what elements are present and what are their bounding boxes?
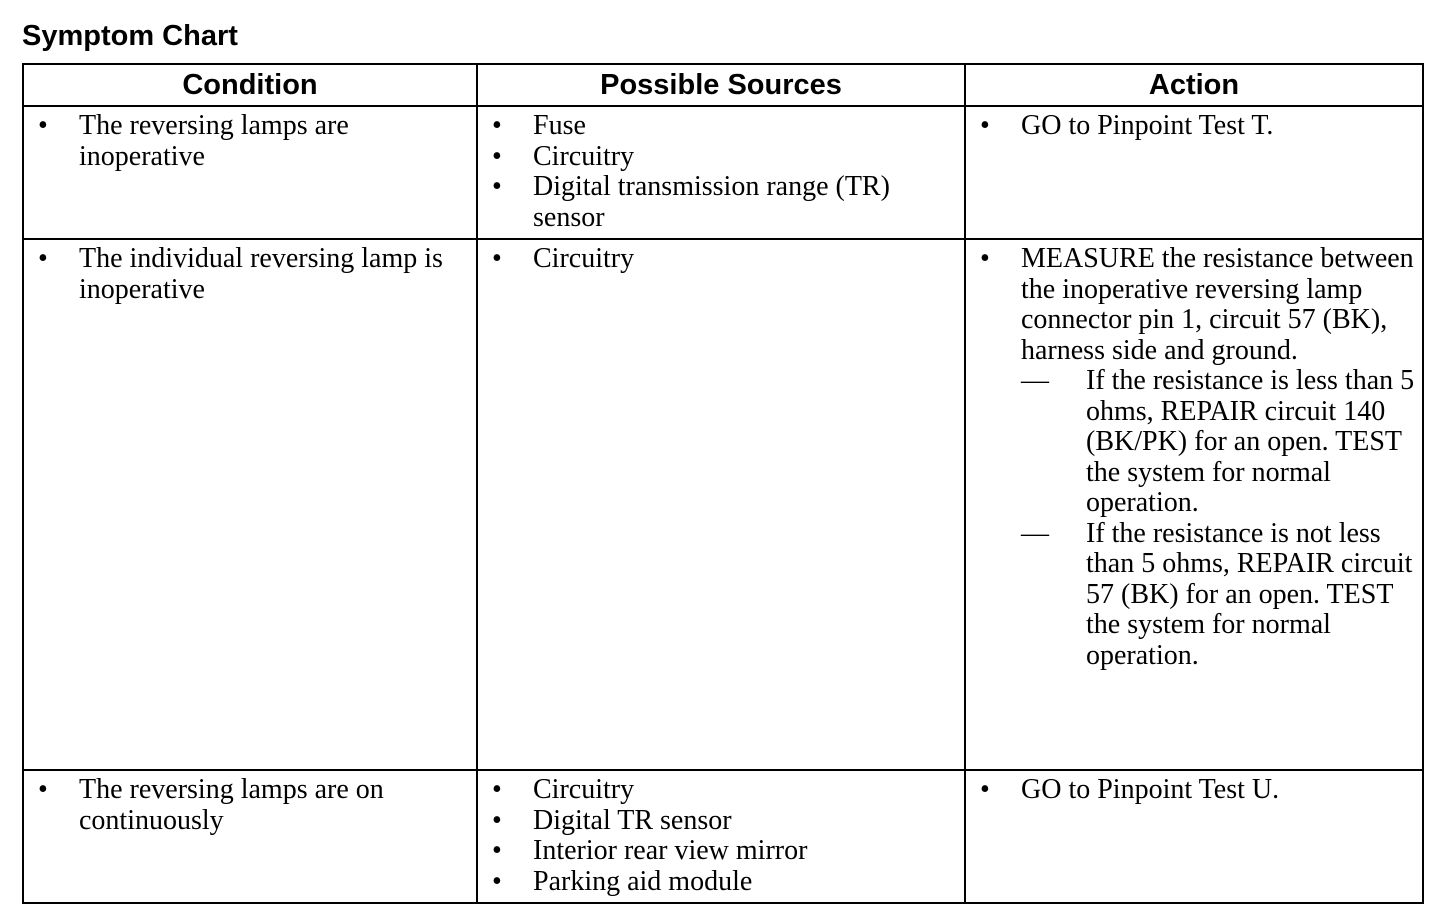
header-action: Action [965, 64, 1423, 106]
condition-cell [23, 770, 477, 903]
action-cell [965, 239, 1423, 770]
table-row [23, 106, 1423, 239]
sources-cell [477, 770, 965, 903]
source-item: • Fuse [486, 111, 958, 142]
action-cell [965, 106, 1423, 239]
header-row [23, 64, 1423, 106]
source-item: • Interior rear view mirror [486, 836, 958, 867]
action-subitem: — If the resistance is not less than 5 ohms, REPAIR circuit 57 (BK) for an open. TEST the system for normal operation. [1021, 519, 1416, 672]
table-row [23, 239, 1423, 770]
symptom-chart-table [22, 63, 1424, 904]
action-item [974, 244, 1416, 671]
action-subitem: — If the resistance is less than 5 ohms, REPAIR circuit 140 (BK/PK) for an open. TEST the system for normal operation. [1021, 366, 1416, 519]
condition-text: • The individual reversing lamp is inoperative [32, 244, 470, 305]
action-text: • GO to Pinpoint Test T. [974, 111, 1416, 142]
source-item: • Parking aid module [486, 867, 958, 898]
condition-cell [23, 239, 477, 770]
sources-cell [477, 239, 965, 770]
condition-cell [23, 106, 477, 239]
sources-cell [477, 106, 965, 239]
source-item: • Digital transmission range (TR) sensor [486, 172, 958, 233]
action-cell [965, 770, 1423, 903]
source-item: • Circuitry [486, 775, 958, 806]
page-title: Symptom Chart [22, 20, 238, 52]
header-possible-sources: Possible Sources [477, 64, 965, 106]
condition-text: • The reversing lamps are inoperative [32, 111, 470, 172]
condition-text: • The reversing lamps are on continuously [32, 775, 470, 836]
action-text: • GO to Pinpoint Test U. [974, 775, 1416, 806]
source-item: • Circuitry [486, 244, 958, 275]
table-row [23, 770, 1423, 903]
action-text: • MEASURE the resistance between the inoperative reversing lamp connector pin 1, circuit 57 (BK), harness side and ground. [1021, 243, 1414, 366]
header-condition: Condition [23, 64, 477, 106]
source-item: • Digital TR sensor [486, 806, 958, 837]
source-item: • Circuitry [486, 142, 958, 173]
